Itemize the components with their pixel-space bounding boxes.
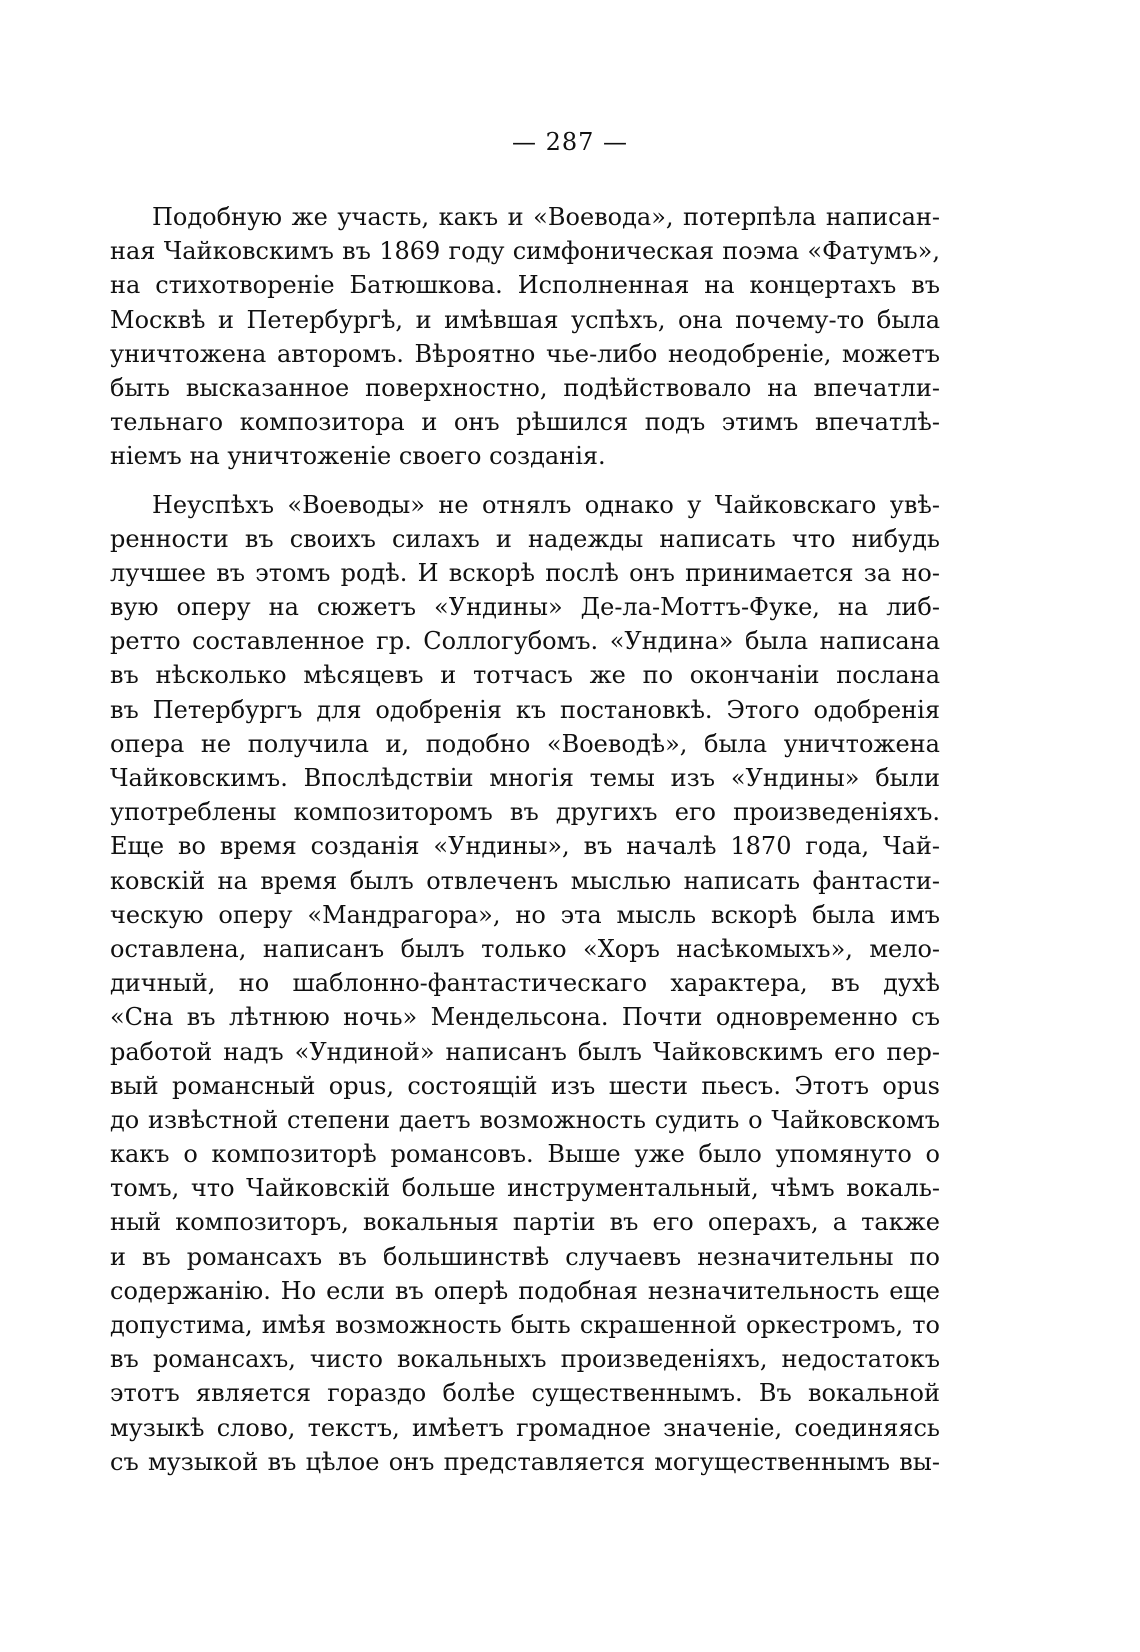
text-line: въ Петербургъ для одобренія къ постановкѣ. Этого одобренія — [110, 695, 940, 724]
text-line: Чайковскимъ. Впослѣдствіи многія темы изъ «Ундины» были — [110, 764, 940, 792]
page-number: — 287 — — [511, 128, 629, 156]
text-line: Москвѣ и Петербургѣ, и имѣвшая успѣхъ, она почему-то была — [110, 305, 940, 334]
body-text — [110, 200, 940, 1479]
paragraph-1 — [110, 200, 940, 474]
text-line: тельнаго композитора и онъ рѣшился подъ этимъ впечатлѣ- — [110, 408, 940, 437]
text-line: лучшее въ этомъ родѣ. И вскорѣ послѣ онъ принимается за но- — [110, 558, 940, 587]
text-line: «Сна въ лѣтнюю ночь» Мендельсона. Почти одновременно съ — [110, 1003, 940, 1032]
text-line: уничтожена авторомъ. Вѣроятно чье-либо неодобреніе, можетъ — [110, 339, 940, 368]
text-line: томъ, что Чайковскій больше инструментальный, чѣмъ вокаль- — [110, 1174, 940, 1203]
text-line: на стихотвореніе Батюшкова. Исполненная на концертахъ въ — [110, 271, 940, 300]
text-line: Подобную же участь, какъ и «Воевода», потерпѣла написан- — [152, 203, 940, 231]
text-line: Еще во время созданія «Ундины», въ началѣ 1870 года, Чай- — [110, 832, 940, 861]
text-line: и въ романсахъ въ большинствѣ случаевъ незначительны по — [110, 1242, 940, 1271]
text-line: до извѣстной степени даетъ возможность судить о Чайковскомъ — [110, 1105, 940, 1134]
text-line: съ музыкой въ цѣлое онъ представляется могущественнымъ вы- — [110, 1447, 940, 1476]
text-line: ная Чайковскимъ въ 1869 году симфоническая поэма «Фатумъ», — [110, 237, 940, 266]
text-line: употреблены композиторомъ въ другихъ его произведеніяхъ. — [110, 798, 940, 827]
text-line: ретто составленное гр. Соллогубомъ. «Ундина» была написана — [110, 627, 940, 656]
text-line: ковскій на время былъ отвлеченъ мыслью написать фантасти- — [110, 866, 940, 895]
text-line: Неуспѣхъ «Воеводы» не отнялъ однако у Чайковскаго увѣ- — [152, 490, 940, 519]
text-line: ренности въ своихъ силахъ и надежды написать что нибудь — [110, 524, 940, 553]
text-line: вую оперу на сюжетъ «Ундины» Де-ла-Моттъ-Фуке, на либ- — [110, 593, 940, 622]
text-line: вый романсный opus, состоящій изъ шести пьесъ. Этотъ opus — [110, 1071, 940, 1100]
text-line: въ нѣсколько мѣсяцевъ и тотчасъ же по окончаніи послана — [110, 661, 940, 690]
text-line: въ романсахъ, чисто вокальныхъ произведеніяхъ, недостатокъ — [110, 1345, 940, 1374]
text-line: дичный, но шаблонно-фантастическаго характера, въ духѣ — [110, 969, 940, 998]
text-line: быть высказанное поверхностно, подѣйствовало на впечатли- — [110, 373, 940, 402]
text-line: ческую оперу «Мандрагора», но эта мысль вскорѣ была имъ — [110, 900, 940, 929]
text-line: допустима, имѣя возможность быть скрашенной оркестромъ, то — [110, 1311, 940, 1339]
text-line: какъ о композиторѣ романсовъ. Выше уже было упомянуто о — [110, 1140, 940, 1169]
text-line: этотъ является гораздо болѣе существеннымъ. Въ вокальной — [110, 1379, 940, 1408]
text-line: музыкѣ слово, текстъ, имѣетъ громадное значеніе, соединяясь — [110, 1413, 940, 1442]
text-line: содержанію. Но если въ оперѣ подобная незначительность еще — [110, 1276, 940, 1305]
text-line: ніемъ на уничтоженіе своего созданія. — [110, 442, 606, 471]
text-line: ный композиторъ, вокальныя партіи въ его операхъ, а также — [110, 1208, 940, 1237]
paragraph-2 — [110, 488, 940, 1479]
text-line: опера не получила и, подобно «Воеводѣ», была уничтожена — [110, 729, 940, 758]
paragraph-gap — [110, 474, 940, 488]
text-line: работой надъ «Ундиной» написанъ былъ Чайковскимъ его пер- — [110, 1037, 940, 1066]
text-line: оставлена, написанъ былъ только «Хоръ насѣкомыхъ», мело- — [110, 934, 940, 963]
